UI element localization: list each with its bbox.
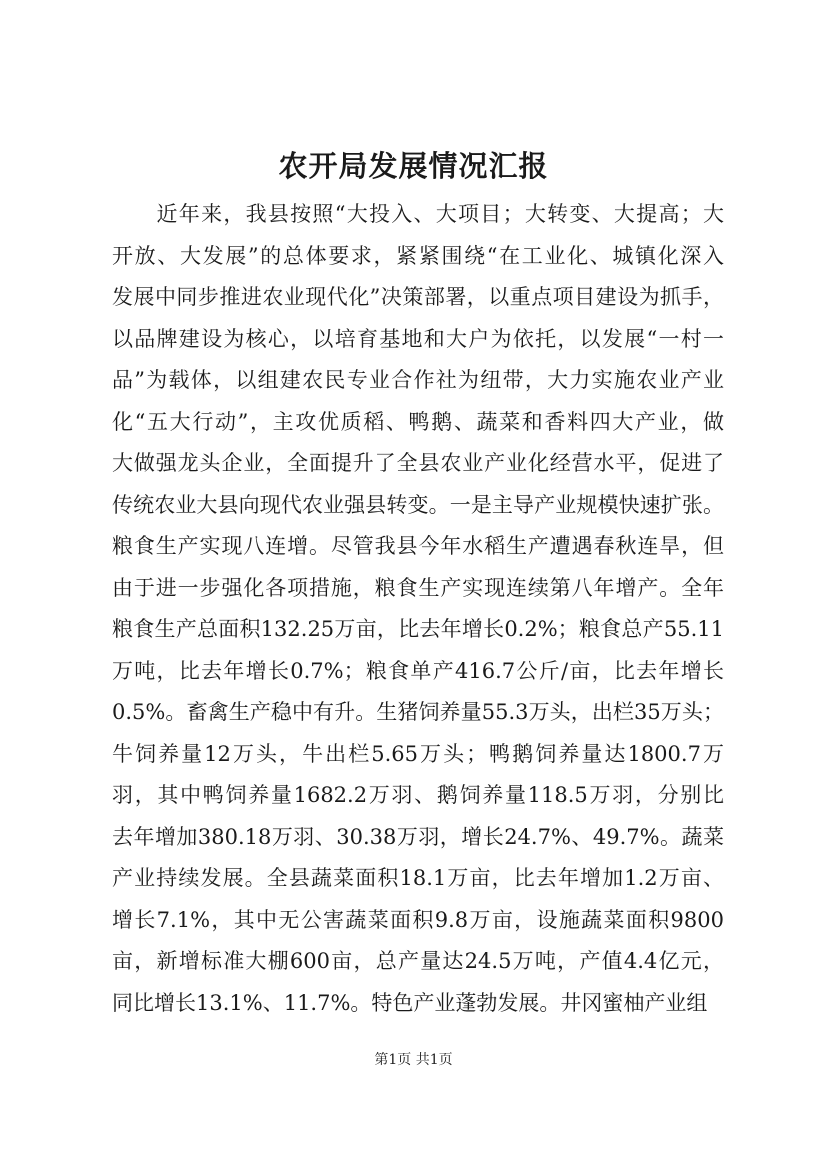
body-line: 由于进一步强化各项措施，粮食生产实现连续第八年增产。全年 (112, 575, 724, 600)
body-line: 发展中同步推进农业现代化”决策部署，以重点项目建设为抓手， (112, 285, 724, 309)
body-line: 近年来，我县按照“大投入、大项目；大转变、大提高；大 (112, 202, 724, 226)
body-line: 化“五大行动”，主攻优质稻、鸭鹅、蔬菜和香料四大产业，做 (112, 409, 724, 434)
body-line: 万吨，比去年增长0.7%；粮食单产416.7公斤/亩，比去年增长 (112, 658, 724, 683)
body-line: 开放、大发展”的总体要求，紧紧围绕“在工业化、城镇化深入 (112, 243, 724, 268)
body-line: 产业持续发展。全县蔬菜面积18.1万亩，比去年增加1.2万亩、 (112, 866, 724, 890)
body-line: 牛饲养量12万头，牛出栏5.65万头；鸭鹅饲养量达1800.7万 (112, 741, 724, 766)
body-line: 大做强龙头企业，全面提升了全县农业产业化经营水平，促进了 (112, 451, 724, 475)
body-line: 去年增加380.18万羽、30.38万羽，增长24.7%、49.7%。蔬菜 (112, 824, 724, 849)
body-line: 同比增长13.1%、11.7%。特色产业蓬勃发展。井冈蜜柚产业组 (112, 990, 708, 1015)
page-footer: 第1页 共1页 (374, 1052, 453, 1068)
body-line: 以品牌建设为核心，以培育基地和大户为依托，以发展“一村一 (112, 326, 724, 351)
body-line: 羽，其中鸭饲养量1682.2万羽、鹅饲养量118.5万羽，分别比 (112, 783, 724, 807)
document-title: 农开局发展情况汇报 (278, 149, 549, 183)
body-line: 品”为载体，以组建农民专业合作社为纽带，大力实施农业产业 (112, 368, 724, 392)
body-line: 传统农业大县向现代农业强县转变。一是主导产业规模快速扩张。 (112, 492, 724, 517)
body-line: 增长7.1%，其中无公害蔬菜面积9.8万亩，设施蔬菜面积9800 (112, 907, 724, 932)
body-line: 亩，新增标准大棚600亩，总产量达24.5万吨，产值4.4亿元， (112, 949, 724, 973)
document-body (112, 194, 724, 1024)
body-line: 粮食生产实现八连增。尽管我县今年水稻生产遭遇春秋连旱，但 (112, 534, 724, 558)
body-line: 0.5%。畜禽生产稳中有升。生猪饲养量55.3万头，出栏35万头； (112, 700, 724, 724)
body-line: 粮食生产总面积132.25万亩，比去年增长0.2%；粮食总产55.11 (112, 617, 724, 641)
